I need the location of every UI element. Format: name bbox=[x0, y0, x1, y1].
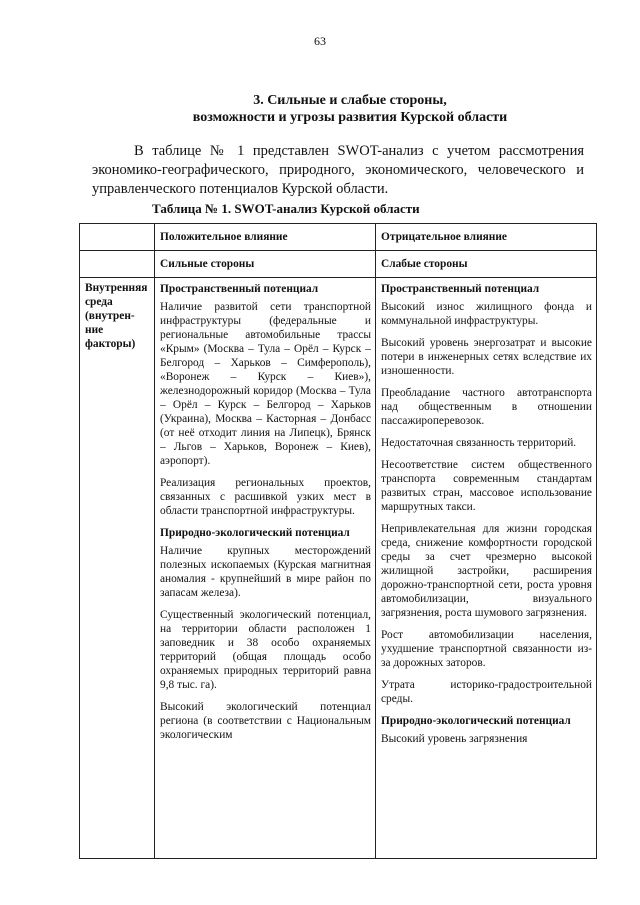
list-item: Высокий уровень загрязнения bbox=[381, 733, 528, 745]
strengths-cell bbox=[155, 278, 376, 859]
header-empty-cell bbox=[80, 224, 155, 251]
list-item: Утрата историко-градостроительной среды. bbox=[381, 679, 592, 705]
list-item: Реализация региональных проектов, связанных с расшивкой узких мест в области транспортной инфраструктуры. bbox=[160, 477, 371, 517]
list-item: Несоответствие систем общественного транспорта современным стандартам развитых стран, массовое использование маршрутных такси. bbox=[381, 459, 592, 513]
list-item: Наличие крупных месторождений полезных ископаемых (Курская магнитная аномалия - крупнейший в мире район по запасам железа). bbox=[160, 545, 371, 599]
list-item: Высокий экологический потенциал региона (в соответствии с Национальным экологическим bbox=[160, 701, 371, 741]
header-positive: Положительное влияние bbox=[155, 224, 376, 251]
table-subheader-row bbox=[80, 251, 597, 278]
list-item: Существенный экологический потенциал, на территории области расположен 1 заповедник и 38 особо охраняемых территорий (общая площадь особо охраняемых природных территорий равна 9,8 тыс. га). bbox=[160, 609, 371, 691]
section-title bbox=[80, 92, 620, 126]
list-item: Преобладание частного автотранспорта над общественным в отношении пассажироперевозок. bbox=[381, 387, 592, 427]
intro-paragraph: В таблице № 1 представлен SWOT-анализ с учетом рассмотрения экономико-географического, природного, экономического, человеческого и управленческого потенциалов Курской области. bbox=[92, 143, 584, 197]
weaknesses-cell bbox=[376, 278, 597, 859]
section-title-line1: 3. Сильные и слабые стороны, bbox=[253, 93, 447, 108]
strengths-label: Сильные стороны bbox=[155, 251, 376, 278]
section-heading: Природно-экологический потенциал bbox=[381, 715, 571, 727]
list-item: Рост автомобилизации населения, ухудшение транспортной связанности из-за дорожных заторов. bbox=[381, 629, 592, 669]
weaknesses-label: Слабые стороны bbox=[376, 251, 597, 278]
table-caption: Таблица № 1. SWOT-анализ Курской области bbox=[152, 201, 420, 216]
strengths-list bbox=[160, 281, 371, 855]
section-heading: Природно-экологический потенциал bbox=[160, 527, 350, 539]
page-number: 63 bbox=[314, 34, 326, 48]
section-heading: Пространственный потенциал bbox=[160, 283, 319, 295]
subheader-empty-cell bbox=[80, 251, 155, 278]
list-item: Высокий уровень энергозатрат и высокие потери в инженерных сетях вследствие их изношенности. bbox=[381, 337, 592, 377]
list-item: Непривлекательная для жизни городская среда, снижение комфортности городской среды за счет чрезмерно высокой жилищной застройки, расширения дорожно-транспортной сети, роста уровня автомобилизации, визуального загрязнения, роста шумового загрязнения. bbox=[381, 523, 592, 619]
section-title-line2: возможности и угрозы развития Курской области bbox=[192, 110, 508, 125]
header-negative: Отрицательное влияние bbox=[376, 224, 597, 251]
list-item: Высокий износ жилищного фонда и коммунальной инфраструктуры. bbox=[381, 301, 592, 327]
swot-table bbox=[79, 223, 597, 859]
table-row-internal bbox=[80, 278, 597, 859]
section-heading: Пространственный потенциал bbox=[381, 283, 540, 295]
list-item: Наличие развитой сети транспортной инфраструктуры (федеральные и региональные автомобильные трассы «Крым» (Москва – Тула – Орёл – Курск – Белгород – Харьков – Симферополь), «Воронеж – Курск – Киев»), железнодорожный коридор (Москва – Тула – Орёл – Курск – Белгород – Харьков (Украина), Москва – Касторная – Донбасс (от неё отходит линия на Липецк), Брянск – Льгов – Харьков, Воронеж – Киев), аэропорт). bbox=[160, 301, 371, 467]
table-header-row bbox=[80, 224, 597, 251]
list-item: Недостаточная связанность территорий. bbox=[381, 437, 577, 449]
weaknesses-list bbox=[381, 281, 592, 855]
env-label: Внутренняя среда (внутрен-ние факторы) bbox=[80, 278, 155, 859]
